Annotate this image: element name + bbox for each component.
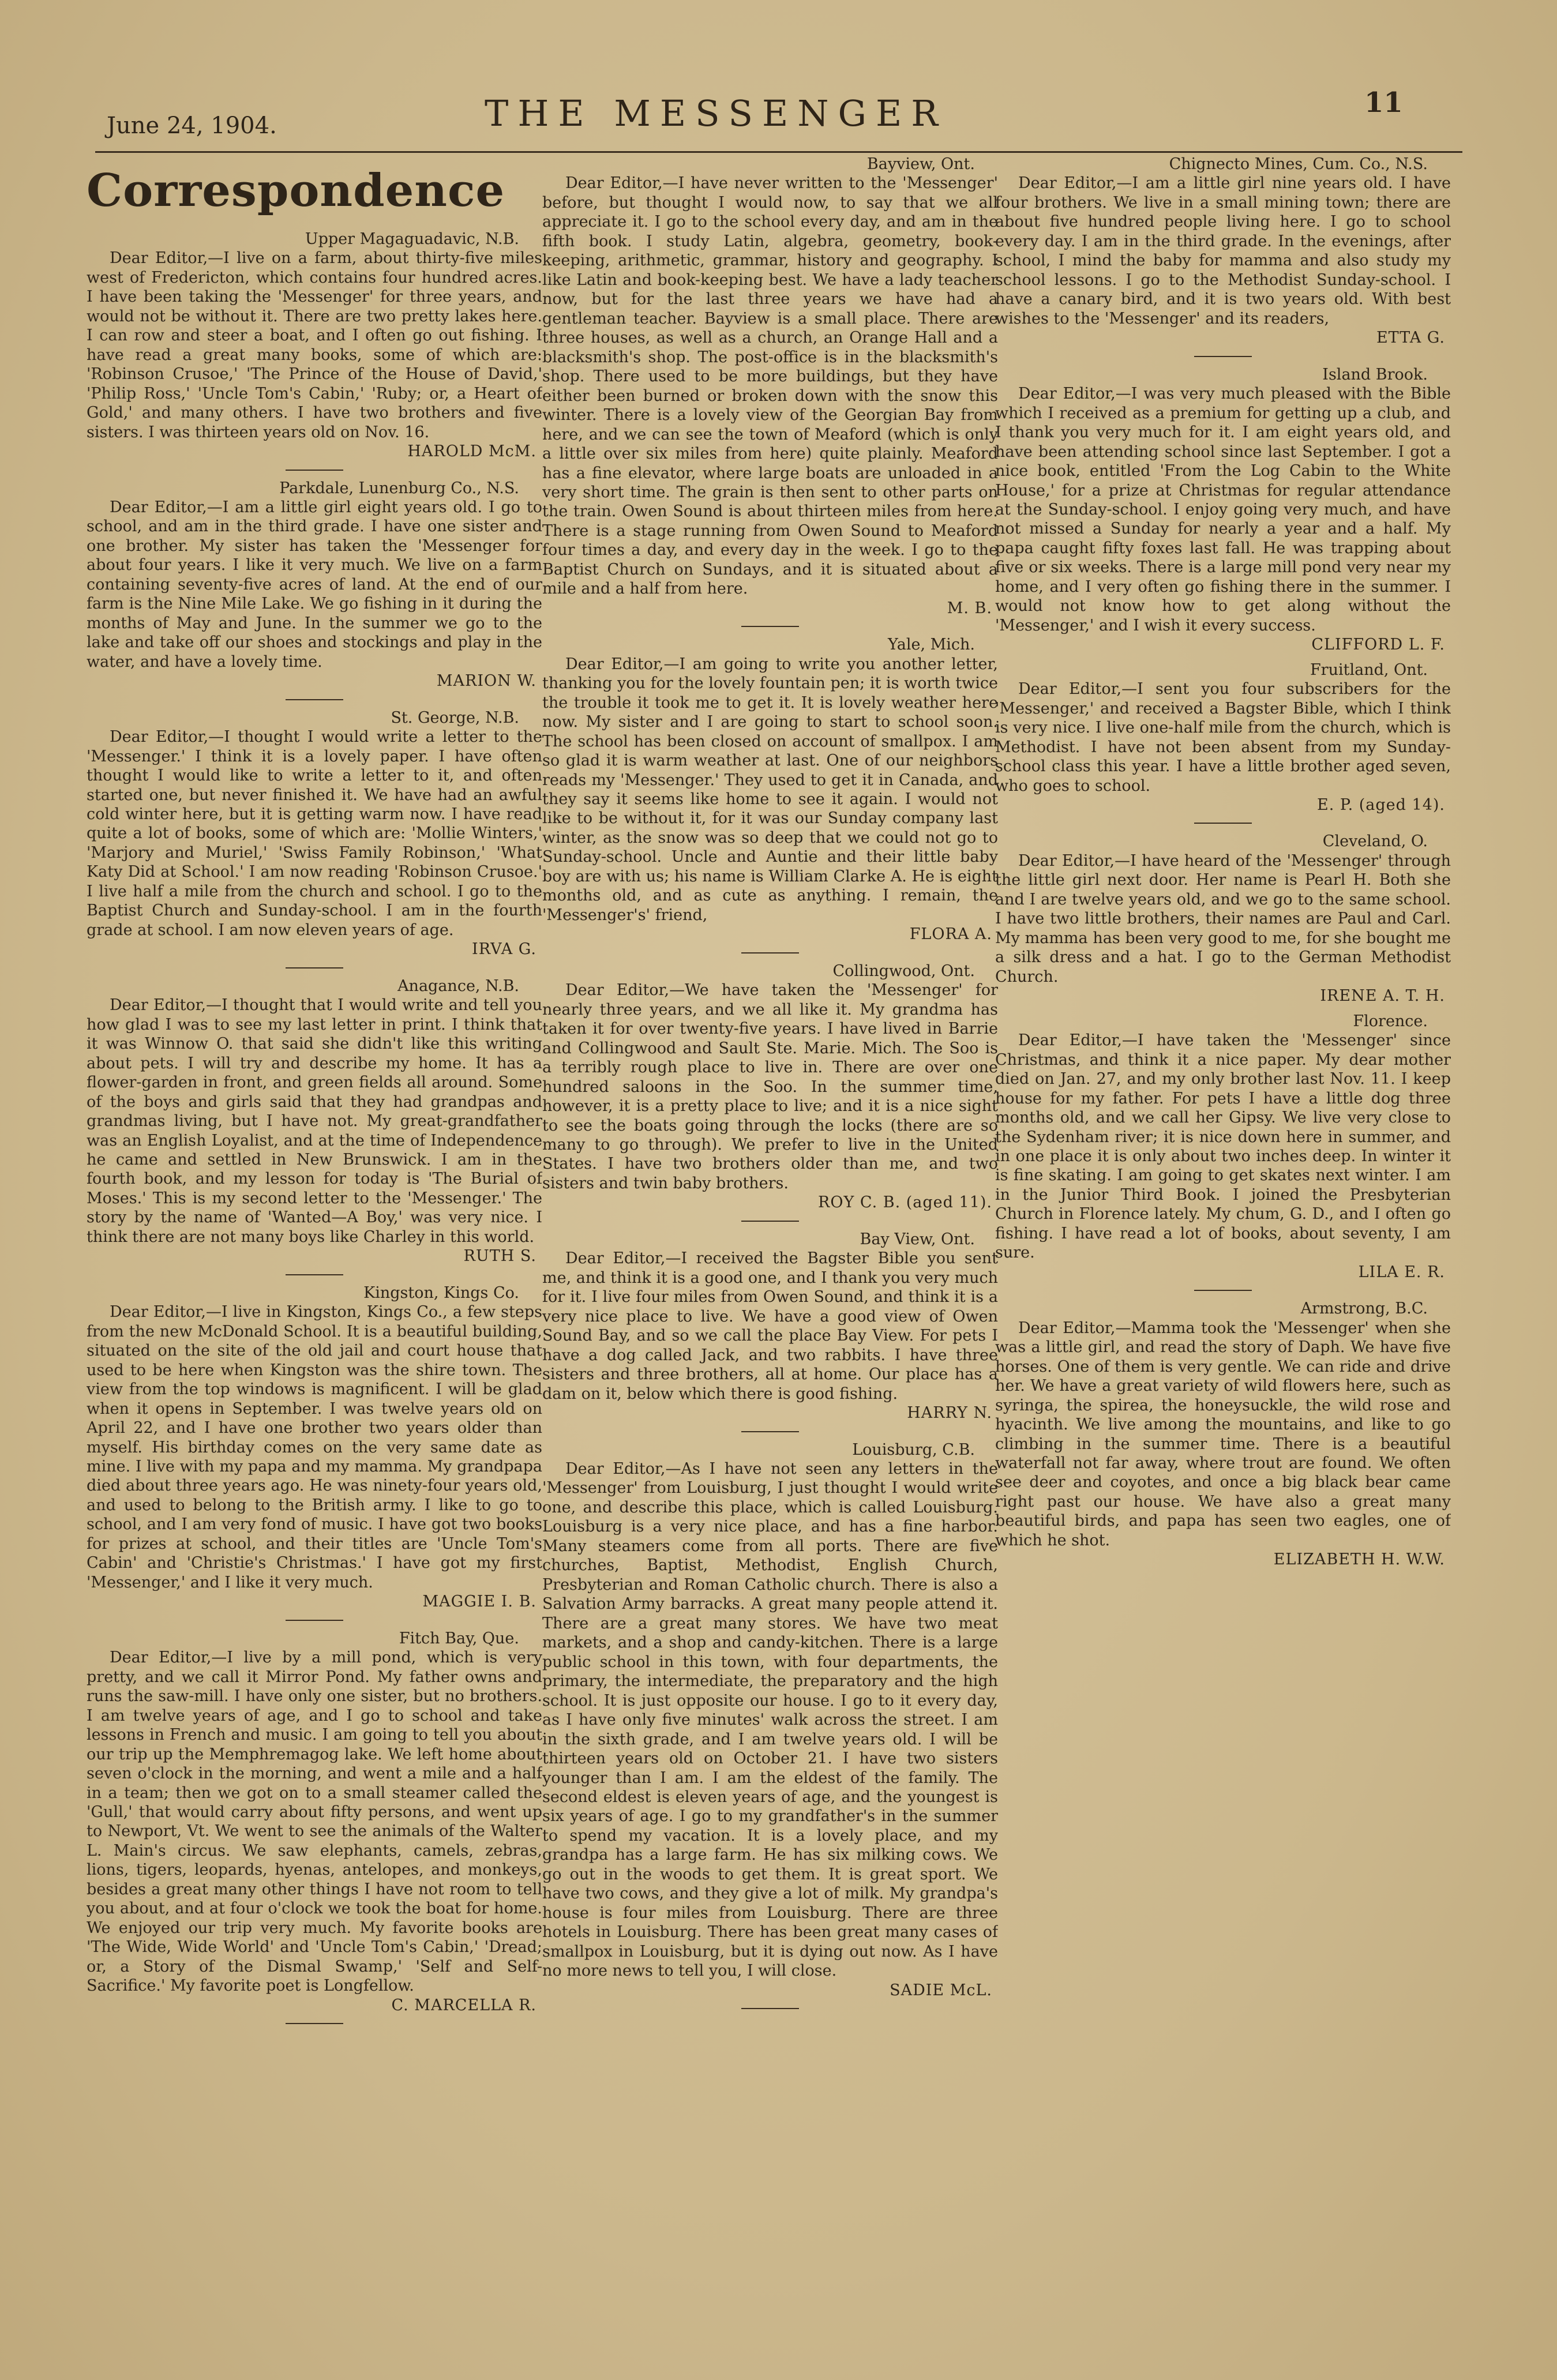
- letter-location: St. George, N.B.: [391, 708, 519, 727]
- letter-location: Fruitland, Ont.: [1310, 660, 1428, 679]
- letter-divider: [286, 2023, 343, 2024]
- letter-divider: [286, 967, 343, 968]
- letter: [87, 708, 542, 968]
- letter-body: Dear Editor,—I am going to write you another letter, thanking you for the lovely fountain pen; it is worth twice the trouble it took me to get it. It is lovely weather here now. My sister and I are going to start to school soon. The school has been closed on account of smallpox. I am so glad it is warm weather at last. One of our neighbors reads my 'Messenger.' They used to get it in Canada, and they say it seems like home to see it again. I would not like to be without it, for it was our Sunday company last winter, as the snow was so deep that we could not go to Sunday-school. Uncle and Auntie and their little baby boy are with us; his name is William Clarke A. He is eight months old, and as cute as anything. I remain, the 'Messenger's' friend,: [542, 655, 998, 924]
- letter-body: Dear Editor,—I thought that I would write and tell you how glad I was to see my last letter in print. I think that it was Winnow O. that said she didn't like this writing about pets. I will try and describe my home. It has a flower-garden in front, and green fields all around. Some of the boys and girls said that they had grandpas and grandmas living, but I have not. My great-grandfather was an English Loyalist, and at the time of Independence he came and settled in New Brunswick. I am in the fourth book, and my lesson for today is 'The Burial of Moses.' This is my second letter to the 'Messenger.' The story by the name of 'Wanted—A Boy,' was very nice. I think there are not many boys like Charley in this world.: [87, 996, 542, 1246]
- letter: [995, 1299, 1451, 1570]
- letter-divider: [286, 699, 343, 700]
- column-2: [542, 155, 998, 2341]
- letter-signature: HAROLD McM.: [407, 442, 536, 461]
- letter-signature: IRVA G.: [472, 940, 536, 959]
- letter-body: Dear Editor,—I am a little girl nine years old. I have four brothers. We live in a small mining town; there are about five hundred people living here. I go to school every day. I am in the third grade. In the evenings, after school, I mind the baby for mamma and also study my school lessons. I go to the Methodist Sunday-school. I have a canary bird, and it is two years old. With best wishes to the 'Messenger' and its readers,: [995, 174, 1451, 328]
- letter-divider: [1194, 1290, 1252, 1291]
- letter: [87, 479, 542, 700]
- letter-location: Fitch Bay, Que.: [399, 1629, 519, 1647]
- letter-location: Upper Magaguadavic, N.B.: [305, 230, 519, 248]
- header-rule: [95, 151, 1462, 153]
- letter-divider: [741, 2008, 799, 2009]
- letter-body: Dear Editor,—I thought I would write a letter to the 'Messenger.' I think it is a lovely paper. I have often thought I would like to write a letter to it, and often started one, but never finished it. We have had an awful cold winter here, but it is getting warm now. I have read quite a lot of books, some of which are: 'Mollie Winters,' 'Marjory and Muriel,' 'Swiss Family Robinson,' 'What Katy Did at School.' I am now reading 'Robinson Crusoe.' I live half a mile from the church and school. I go to the Baptist Church and Sunday-school. I am in the fourth grade at school. I am now eleven years of age.: [87, 728, 542, 939]
- letter-location: Florence.: [1353, 1012, 1428, 1030]
- letter: [87, 1283, 542, 1621]
- letter: [87, 1629, 542, 2024]
- letter-signature: HARRY N.: [907, 1404, 992, 1422]
- letter-signature: ROY C. B. (aged 11).: [818, 1193, 992, 1212]
- letter-body: Dear Editor,—I received the Bagster Bible you sent me, and think it is a good one, and I thank you very much for it. I live four miles from Owen Sound, and think it is a very nice place to live. We have a good view of Owen Sound Bay, and so we call the place Bay View. For pets I have a dog called Jack, and two rabbits. I have three sisters and three brothers, all at home. Our place has a dam on it, below which there is good fishing.: [542, 1249, 998, 1403]
- letter-body: Dear Editor,—Mamma took the 'Messenger' when she was a little girl, and read the story of Daph. We have five horses. One of them is very gentle. We can ride and drive her. We have a great variety of wild flowers here, such as syringa, the spirea, the honeysuckle, the wild rose and hyacinth. We live among the mountains, and like to go climbing in the summer time. There is a beautiful waterfall not far away, where trout are found. We often see deer and coyotes, and once a big black bear came right past our house. We have also a great many beautiful birds, and papa has seen two eagles, one of which he shot.: [995, 1319, 1451, 1549]
- masthead-title: THE MESSENGER: [485, 92, 947, 134]
- letter-location: Yale, Mich.: [888, 636, 975, 654]
- letter-body: Dear Editor,—I am a little girl eight years old. I go to school, and am in the third grade. I have one sister and one brother. My sister has taken the 'Messenger for about four years. I like it very much. We live on a farm containing seventy-five acres of land. At the end of our farm is the Nine Mile Lake. We go fishing in it during the months of May and June. In the summer we go to the lake and take off our shoes and stockings and play in the water, and have a lovely time.: [87, 498, 542, 671]
- letter: [995, 660, 1451, 824]
- letter-signature: ETTA G.: [1376, 329, 1445, 347]
- letter-body: Dear Editor,—I sent you four subscribers for the 'Messenger,' and received a Bagster Bible, which I think is very nice. I live one-half mile from the church, which is Methodist. I have not been absent from my Sunday-school class this year. I have a little brother aged seven, who goes to school.: [995, 680, 1451, 795]
- letter-signature: MAGGIE I. B.: [422, 1593, 536, 1611]
- letter: [995, 832, 1451, 1005]
- letter-body: Dear Editor,—I live on a farm, about thirty-five miles west of Fredericton, which contains four hundred acres. I have been taking the 'Messenger' for three years, and would not be without it. There are two pretty lakes here. I can row and steer a boat, and I often go out fishing. I have read a great many books, some of which are: 'Robinson Crusoe,' 'The Prince of the House of David,' 'Philip Ross,' 'Uncle Tom's Cabin,' 'Ruby; or, a Heart of Gold,' and many others. I have two brothers and five sisters. I was thirteen years old on Nov. 16.: [87, 249, 542, 441]
- letter-signature: MARION W.: [436, 672, 536, 690]
- letter-location: Kingston, Kings Co.: [363, 1283, 519, 1302]
- letter: [542, 1440, 998, 2010]
- letter-location: Parkdale, Lunenburg Co., N.S.: [279, 479, 519, 497]
- letter-location: Cleveland, O.: [1322, 832, 1428, 851]
- issue-date: June 24, 1904.: [107, 112, 277, 139]
- letter-body: Dear Editor,—I live in Kingston, Kings Co., a few steps from the new McDonald School. It is a beautiful building, situated on the site of the old jail and court house that used to be here when Kingston was the shire town. The view from the top windows is magnificent. I will be glad when it opens in September. I was twelve years old on April 22, and I have one brother two years older than myself. His birthday comes on the very same date as mine. I live with my papa and my mamma. My grandpapa died about three years ago. He was ninety-four years old, and used to belong to the British army. I like to go to school, and I am very fond of music. I have got two books for prizes at school, and their titles are 'Uncle Tom's Cabin' and 'Christie's Christmas.' I have got my first 'Messenger,' and I like it very much.: [87, 1303, 542, 1591]
- letter-body: Dear Editor,—As I have not seen any letters in the 'Messenger' from Louisburg, I just thought I would write one, and describe this place, which is called Louisburg. Louisburg is a very nice place, and has a fine harbor. Many steamers come from all ports. There are five churches, Baptist, Methodist, English Church, Presbyterian and Roman Catholic church. There is also a Salvation Army barracks. A great many people attend it. There are a great many stores. We have two meat markets, and a shop and candy-kitchen. There is a large public school in this town, with four departments, the primary, the intermediate, the preparatory and the high school. It is just opposite our house. I go to it every day, as I have only five minutes' walk across the street. I am in the sixth grade, and I am twelve years old. I will be thirteen years old on October 21. I have two sisters younger than I am. I am the eldest of the family. The second eldest is eleven years of age, and the youngest is six years of age. I go to my grandfather's in the summer to spend my vacation. It is a lovely place, and my grandpa has a large farm. He has six milking cows. We go out in the woods to get them. It is great sport. We have two cows, and they give a lot of milk. My grandpa's house is four miles from Louisburg. There are three hotels in Louisburg. There has been great many cases of smallpox in Louisburg, but it is dying out now. As I have no more news to tell you, I will close.: [542, 1460, 998, 1980]
- letter-signature: C. MARCELLA R.: [391, 1996, 536, 2014]
- letter-body: Dear Editor,—I have never written to the 'Messenger' before, but thought I would now, to say that we all appreciate it. I go to the school every day, and am in the fifth book. I study Latin, algebra, geometry, book-keeping, arithmetic, grammar, history and geography. I like Latin and book-keeping best. We have a lady teacher now, but for the last three years we have had a gentleman teacher. Bayview is a small place. There are three houses, as well as a church, an Orange Hall and a blacksmith's shop. The post-office is in the blacksmith's shop. There used to be more buildings, but they have either been burned or broken down with the snow this winter. There is a lovely view of the Georgian Bay from here, and we can see the town of Meaford (which is only a little over six miles from here) quite plainly. Meaford has a fine elevator, where large boats are unloaded in a very short time. The grain is then sent to other parts on the train. Owen Sound is about thirteen miles from here. There is a stage running from Owen Sound to Meaford four times a day, and every day in the week. I go to the Baptist Church on Sundays, and it is situated about a mile and a half from here.: [542, 174, 998, 598]
- letter: [995, 1012, 1451, 1292]
- letter-location: Island Brook.: [1322, 365, 1428, 384]
- letter-location: Bay View, Ont.: [860, 1230, 975, 1248]
- letter-location: Collingwood, Ont.: [832, 962, 975, 980]
- column-1: [87, 155, 542, 2341]
- letter-body: Dear Editor,—I live by a mill pond, which is very pretty, and we call it Mirror Pond. My father owns and runs the saw-mill. I have only one sister, but no brothers. I am twelve years of age, and I go to school and take lessons in French and music. I am going to tell you about our trip up the Memphremagog lake. We left home about seven o'clock in the morning, and went a mile and a half in a team; then we got on to a small steamer called the 'Gull,' that would carry about fifty persons, and went up to Newport, Vt. We went to see the animals of the Walter L. Main's circus. We saw elephants, camels, zebras, lions, tigers, leopards, hyenas, antelopes, and monkeys, besides a great many other things I have not room to tell you about, and at four o'clock we took the boat for home. We enjoyed our trip very much. My favorite books are 'The Wide, Wide World' and 'Uncle Tom's Cabin,' 'Dread; or, a Story of the Dismal Swamp,' 'Self and Self-Sacrifice.' My favorite poet is Longfellow.: [87, 1649, 542, 1995]
- letter-divider: [741, 1431, 799, 1432]
- letter-body: Dear Editor,—I have taken the 'Messenger' since Christmas, and think it a nice paper. My dear mother died on Jan. 27, and my only brother last Nov. 11. I keep house for my father. For pets I have a little dog three months old, and we call her Gipsy. We live very close to the Sydenham river; it is nice down here in summer, and in one place it is only about two inches deep. In winter it is fine skating. I am going to get skates next winter. I am in the Junior Third Book. I joined the Presbyterian Church in Florence lately. My chum, G. D., and I often go fishing. I have read a lot of books, about seventy, I am sure.: [995, 1031, 1451, 1262]
- letter-signature: M. B.: [947, 599, 992, 617]
- letter-signature: LILA E. R.: [1358, 1263, 1445, 1281]
- letter-signature: CLIFFORD L. F.: [1311, 636, 1445, 654]
- letter-signature: ELIZABETH H. W.W.: [1273, 1551, 1445, 1569]
- letter-signature: RUTH S.: [463, 1247, 536, 1266]
- letter-location: Armstrong, B.C.: [1300, 1300, 1428, 1318]
- letter: [87, 230, 542, 471]
- letter-signature: E. P. (aged 14).: [1317, 796, 1445, 814]
- letter-body: Dear Editor,—We have taken the 'Messenger' for nearly three years, and we all like it. My grandma has taken it for over twenty-five years. I have lived in Barrie and Collingwood and Sault Ste. Marie. Mich. The Soo is a terribly rough place to live in. There are over one hundred saloons in the Soo. In the summer time, however, it is a pretty place to live; and it is a nice sight to see the boats going through the locks (there are so many to go through). We prefer to live in the United States. I have two brothers older than me, and two sisters and twin baby brothers.: [542, 981, 998, 1192]
- letter-location: Anagance, N.B.: [397, 977, 519, 995]
- letter-body: Dear Editor,—I have heard of the 'Messenger' through the little girl next door. Her name is Pearl H. Both she and I are twelve years old, and we go to the same school. I have two little brothers, their names are Paul and Carl. My mamma has been very good to me, for she bought me a silk dress and a hat. I go to the German Methodist Church.: [995, 851, 1451, 986]
- section-title: Correspondence: [87, 164, 505, 217]
- letter-divider: [741, 1221, 799, 1222]
- letter-divider: [1194, 356, 1252, 357]
- letter: [542, 155, 998, 627]
- letter-body: Dear Editor,—I was very much pleased with the Bible which I received as a premium for getting up a club, and I thank you very much for it. I am eight years old, and have been attending school since last September. I got a nice book, entitled 'From the Log Cabin to the White House,' for a prize at Christmas for regular attendance at the Sunday-school. I enjoy going very much, and have not missed a Sunday for nearly a year and a half. My papa caught fifty foxes last fall. He was trapping about five or six weeks. There is a large mill pond very near my home, and I very often go fishing there in the summer. I would not know how to get along without the 'Messenger,' and I wish it every success.: [995, 385, 1451, 635]
- letter-divider: [741, 952, 799, 953]
- letter-signature: FLORA A.: [909, 925, 992, 944]
- letter-divider: [741, 626, 799, 627]
- letter-location: Chignecto Mines, Cum. Co., N.S.: [1169, 155, 1428, 173]
- letter-signature: IRENE A. T. H.: [1320, 987, 1445, 1005]
- letter: [542, 1230, 998, 1432]
- letter: [542, 962, 998, 1222]
- letter-divider: [286, 1620, 343, 1621]
- letter: [995, 365, 1451, 655]
- letter: [87, 977, 542, 1275]
- letter-divider: [1194, 823, 1252, 824]
- letter-signature: SADIE McL.: [890, 1981, 992, 1999]
- letter-location: Bayview, Ont.: [866, 155, 975, 173]
- page-number: 11: [1364, 87, 1403, 119]
- letter: [542, 635, 998, 953]
- letter-divider: [286, 470, 343, 471]
- letter-divider: [286, 1274, 343, 1275]
- column-3: [995, 155, 1451, 2341]
- letter: [995, 155, 1451, 357]
- letter-location: Louisburg, C.B.: [852, 1440, 975, 1459]
